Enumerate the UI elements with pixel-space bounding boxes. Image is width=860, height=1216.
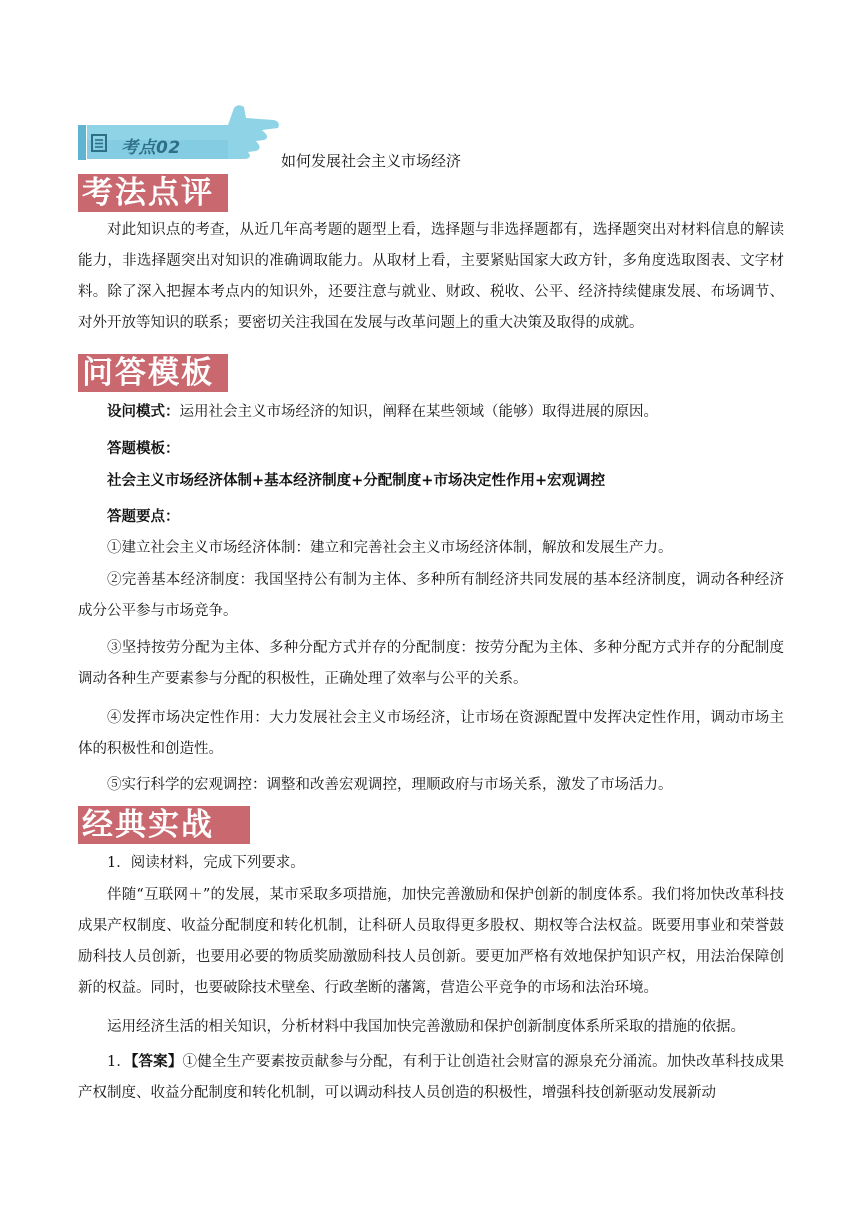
- answer-1-label: 【答案】: [131, 1053, 183, 1070]
- answer-1-paragraph: [78, 1046, 784, 1109]
- answer-1-number: 1．: [107, 1054, 132, 1070]
- answer-point-4: ④发挥市场决定性作用：大力发展社会主义市场经济，让市场在资源配置中发挥决定性作用，调动市场主体的积极性和创造性。: [78, 710, 784, 757]
- section-banner-jingdian: 经典实战: [78, 806, 250, 844]
- kaofa-paragraph: 对此知识点的考查，从近几年高考题的题型上看，选择题与非选择题都有，选择题突出对材料信息的解读能力，非选择题突出对知识的准确调取能力。从取材上看，主要紧贴国家大政方针，多角度选取图表、文字材料。除了深入把握本考点内的知识外，还要注意与就业、财政、税收、公平、经济持续健康发展、布场调节、对外开放等知识的联系；要密切关注我国在发展与改革问题上的重大决策及取得的成就。: [78, 222, 784, 331]
- topic-title: 如何发展社会主义市场经济: [281, 152, 462, 170]
- notebook-icon: [91, 134, 107, 152]
- answer-point-5: ⑤实行科学的宏观调控：调整和改善宏观调控，理顺政府与市场关系，激发了市场活力。: [107, 777, 673, 793]
- question-1-title: 1．阅读材料，完成下列要求。: [107, 855, 305, 871]
- answer-1-text: ①健全生产要素按贡献参与分配，有利于让创造社会财富的源泉充分涌流。加快改革科技成果产权制度、收益分配制度和转化机制，可以调动科技人员创造的积极性，增强科技创新驱动发展新动: [78, 1054, 784, 1101]
- points-label: 答题要点：: [107, 508, 180, 525]
- answer-point-3: ③坚持按劳分配为主体、多种分配方式并存的分配制度：按劳分配为主体、多种分配方式并存的分配制度调动各种生产要素参与分配的积极性，正确处理了效率与公平的关系。: [78, 640, 784, 687]
- template-label: 答题模板：: [107, 440, 180, 457]
- template-formula: 社会主义市场经济体制+基本经济制度+分配制度+市场决定性作用+宏观调控: [107, 472, 606, 489]
- answer-point-2: ②完善基本经济制度：我国坚持公有制为主体、多种所有制经济共同发展的基本经济制度，调动各种经济成分公平参与市场竞争。: [78, 572, 784, 619]
- question-1-material: 伴随“互联网＋”的发展，某市采取多项措施，加快完善激励和保护创新的制度体系。我们将加快改革科技成果产权制度、收益分配制度和转化机制，让科研人员取得更多股权、期权等合法权益。既要用事业和荣誉鼓励科技人员创新，也要用必要的物质奖励激励科技人员创新。要更加严格有效地保护知识产权，用法治保障创新的权益。同时，也要破除技术壁垒、行政垄断的藩篱，营造公平竞争的市场和法治环境。: [78, 887, 784, 996]
- section-banner-kaofa: 考法点评: [78, 174, 228, 212]
- ask-mode-label: 设问模式：: [107, 403, 180, 420]
- question-1-prompt: 运用经济生活的相关知识，分析材料中我国加快完善激励和保护创新制度体系所采取的措施的依据。: [107, 1019, 745, 1035]
- answer-point-1: ①建立社会主义市场经济体制：建立和完善社会主义市场经济体制，解放和发展生产力。: [107, 540, 673, 556]
- topic-badge-label: 考点02: [121, 138, 181, 158]
- section-banner-wenda: 问答模板: [78, 354, 228, 392]
- ask-mode-line: [78, 396, 784, 428]
- topic-header: [78, 104, 798, 168]
- ask-mode-text: 运用社会主义市场经济的知识，阐释在某些领域（能够）取得进展的原因。: [179, 404, 658, 420]
